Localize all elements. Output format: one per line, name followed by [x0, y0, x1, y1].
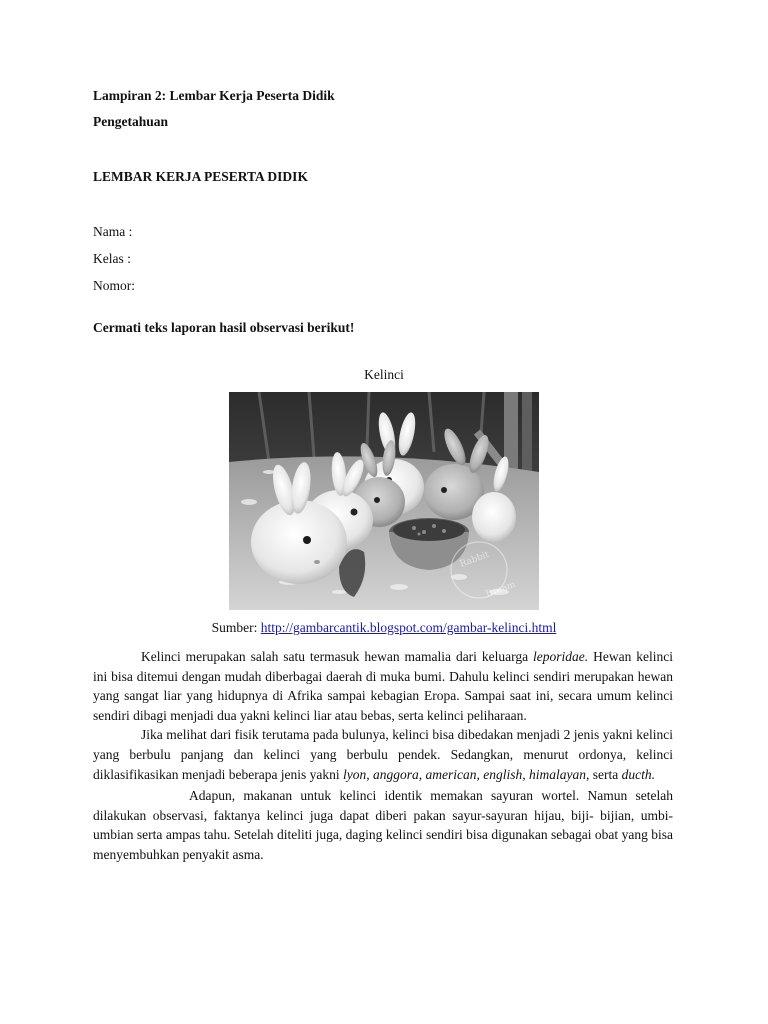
- paragraph-3: Adapun, makanan untuk kelinci identik memakan sayuran wortel. Namun setelah dilakukan observasi, faktanya kelinci juga dapat diberi pakan sayur-sayuran hijau, biji- bijian, umbi-umbian serta ampas tahu. Setelah diteliti juga, daging kelinci sendiri bisa digunakan sebagai obat yang bisa menyembuhkan penyakit asma.: [93, 788, 673, 862]
- worksheet-title: LEMBAR KERJA PESERTA DIDIK: [93, 169, 308, 184]
- source-label: Sumber:: [211, 620, 258, 635]
- field-nama: Nama :: [93, 224, 133, 239]
- instruction-text: Cermati teks laporan hasil observasi berikut!: [93, 320, 355, 335]
- rabbits-photo: [229, 392, 539, 610]
- paragraph-2: Jika melihat dari fisik terutama pada bulunya, kelinci bisa dibedakan menjadi 2 jenis yakni kelinci yang berbulu panjang dan kelinci yang berbulu pendek. Sedangkan, menurut ordonya, kelinci diklasifikasikan menjadi beberapa jenis yakni lyon, anggora, american, english, himalayan, serta ducth.: [93, 727, 673, 782]
- subtitle-heading: Pengetahuan: [93, 114, 169, 129]
- watermark-text: Rabbit: [458, 550, 491, 570]
- article-body: [93, 647, 673, 865]
- source-link[interactable]: http://gambarcantik.blogspot.com/gambar-kelinci.html: [260, 620, 557, 635]
- watermark-text-2: Dream: [484, 579, 517, 600]
- source-line: [0, 620, 768, 636]
- lampiran-heading: Lampiran 2: Lembar Kerja Peserta Didik: [93, 88, 335, 103]
- paragraph-1: Kelinci merupakan salah satu termasuk hewan mamalia dari keluarga leporidae. Hewan kelinci ini bisa ditemui dengan mudah diberbagai daerah di muka bumi. Dahulu kelinci sendiri merupakan hewan yang sangat liar yang hidupnya di Afrika sampai kebagian Eropa. Sampai saat ini, secara umum kelinci sendiri dibagi menjadi dua yakni kelinci liar atau bebas, serta kelinci peliharaan.: [93, 649, 673, 723]
- field-kelas: Kelas :: [93, 251, 131, 266]
- article-title: Kelinci: [364, 367, 404, 382]
- field-nomor: Nomor:: [93, 278, 135, 293]
